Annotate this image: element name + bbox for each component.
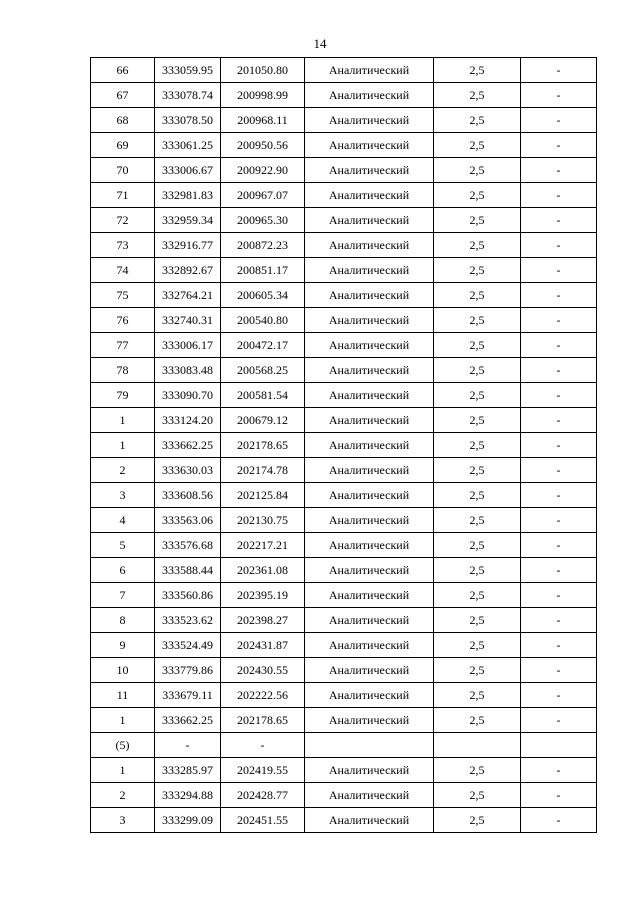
x-coordinate-cell: 333078.50	[155, 108, 221, 133]
point-number-cell: 74	[91, 258, 155, 283]
y-coordinate-cell: 202451.55	[221, 808, 305, 833]
y-coordinate-cell: 200968.11	[221, 108, 305, 133]
point-number-cell: 1	[91, 433, 155, 458]
table-row	[91, 258, 597, 283]
coordinates-table	[90, 57, 597, 833]
point-number-cell: 78	[91, 358, 155, 383]
table-row	[91, 558, 597, 583]
point-number-cell: 4	[91, 508, 155, 533]
x-coordinate-cell: 333124.20	[155, 408, 221, 433]
table-row	[91, 208, 597, 233]
method-cell: Аналитический	[305, 783, 434, 808]
point-number-cell: 2	[91, 458, 155, 483]
x-coordinate-cell: 332892.67	[155, 258, 221, 283]
y-coordinate-cell: 202178.65	[221, 708, 305, 733]
point-number-cell: 2	[91, 783, 155, 808]
point-number-cell: 5	[91, 533, 155, 558]
table-row	[91, 808, 597, 833]
method-cell: Аналитический	[305, 308, 434, 333]
accuracy-cell: 2,5	[434, 508, 521, 533]
point-number-cell: 75	[91, 283, 155, 308]
accuracy-cell: 2,5	[434, 83, 521, 108]
note-cell: -	[521, 433, 597, 458]
method-cell: Аналитический	[305, 458, 434, 483]
x-coordinate-cell: 333630.03	[155, 458, 221, 483]
y-coordinate-cell: 202217.21	[221, 533, 305, 558]
table-row	[91, 783, 597, 808]
accuracy-cell: 2,5	[434, 383, 521, 408]
point-number-cell: 66	[91, 58, 155, 83]
note-cell: -	[521, 383, 597, 408]
note-cell: -	[521, 683, 597, 708]
method-cell: Аналитический	[305, 133, 434, 158]
accuracy-cell	[434, 733, 521, 758]
accuracy-cell: 2,5	[434, 783, 521, 808]
accuracy-cell: 2,5	[434, 58, 521, 83]
method-cell: Аналитический	[305, 583, 434, 608]
y-coordinate-cell: 200872.23	[221, 233, 305, 258]
note-cell: -	[521, 58, 597, 83]
table-row	[91, 608, 597, 633]
table-row	[91, 733, 597, 758]
x-coordinate-cell: 333563.06	[155, 508, 221, 533]
accuracy-cell: 2,5	[434, 808, 521, 833]
note-cell: -	[521, 458, 597, 483]
y-coordinate-cell: 200540.80	[221, 308, 305, 333]
accuracy-cell: 2,5	[434, 108, 521, 133]
x-coordinate-cell: 333090.70	[155, 383, 221, 408]
accuracy-cell: 2,5	[434, 308, 521, 333]
accuracy-cell: 2,5	[434, 483, 521, 508]
note-cell: -	[521, 408, 597, 433]
point-number-cell: 68	[91, 108, 155, 133]
note-cell: -	[521, 558, 597, 583]
note-cell: -	[521, 758, 597, 783]
y-coordinate-cell: 200967.07	[221, 183, 305, 208]
y-coordinate-cell: 202361.08	[221, 558, 305, 583]
method-cell: Аналитический	[305, 558, 434, 583]
accuracy-cell: 2,5	[434, 433, 521, 458]
y-coordinate-cell: 202125.84	[221, 483, 305, 508]
y-coordinate-cell: 200472.17	[221, 333, 305, 358]
y-coordinate-cell: 200965.30	[221, 208, 305, 233]
y-coordinate-cell: 200568.25	[221, 358, 305, 383]
x-coordinate-cell: 333083.48	[155, 358, 221, 383]
accuracy-cell: 2,5	[434, 233, 521, 258]
accuracy-cell: 2,5	[434, 533, 521, 558]
coordinates-table-body	[91, 58, 597, 833]
method-cell: Аналитический	[305, 233, 434, 258]
y-coordinate-cell: 202428.77	[221, 783, 305, 808]
method-cell: Аналитический	[305, 358, 434, 383]
point-number-cell: 70	[91, 158, 155, 183]
table-row	[91, 333, 597, 358]
accuracy-cell: 2,5	[434, 183, 521, 208]
method-cell: Аналитический	[305, 258, 434, 283]
y-coordinate-cell: -	[221, 733, 305, 758]
method-cell: Аналитический	[305, 533, 434, 558]
table-row	[91, 508, 597, 533]
table-row	[91, 183, 597, 208]
method-cell: Аналитический	[305, 658, 434, 683]
table-row	[91, 58, 597, 83]
table-row	[91, 533, 597, 558]
note-cell	[521, 733, 597, 758]
x-coordinate-cell: 332916.77	[155, 233, 221, 258]
method-cell: Аналитический	[305, 633, 434, 658]
x-coordinate-cell: 333560.86	[155, 583, 221, 608]
table-row	[91, 283, 597, 308]
y-coordinate-cell: 202431.87	[221, 633, 305, 658]
note-cell: -	[521, 183, 597, 208]
point-number-cell: 3	[91, 483, 155, 508]
note-cell: -	[521, 808, 597, 833]
note-cell: -	[521, 333, 597, 358]
method-cell: Аналитический	[305, 408, 434, 433]
table-row	[91, 758, 597, 783]
accuracy-cell: 2,5	[434, 708, 521, 733]
point-number-cell: 3	[91, 808, 155, 833]
note-cell: -	[521, 583, 597, 608]
method-cell: Аналитический	[305, 108, 434, 133]
table-row	[91, 383, 597, 408]
table-row	[91, 433, 597, 458]
method-cell: Аналитический	[305, 158, 434, 183]
note-cell: -	[521, 508, 597, 533]
y-coordinate-cell: 200998.99	[221, 83, 305, 108]
accuracy-cell: 2,5	[434, 583, 521, 608]
point-number-cell: 1	[91, 708, 155, 733]
note-cell: -	[521, 533, 597, 558]
x-coordinate-cell: 333285.97	[155, 758, 221, 783]
table-row	[91, 308, 597, 333]
note-cell: -	[521, 133, 597, 158]
x-coordinate-cell: 333576.68	[155, 533, 221, 558]
y-coordinate-cell: 200922.90	[221, 158, 305, 183]
x-coordinate-cell: 332959.34	[155, 208, 221, 233]
x-coordinate-cell: 333679.11	[155, 683, 221, 708]
x-coordinate-cell: 333294.88	[155, 783, 221, 808]
method-cell: Аналитический	[305, 183, 434, 208]
x-coordinate-cell: 333662.25	[155, 708, 221, 733]
accuracy-cell: 2,5	[434, 358, 521, 383]
method-cell: Аналитический	[305, 83, 434, 108]
point-number-cell: 8	[91, 608, 155, 633]
table-row	[91, 658, 597, 683]
y-coordinate-cell: 202130.75	[221, 508, 305, 533]
page-number: 14	[313, 36, 327, 51]
x-coordinate-cell: 333078.74	[155, 83, 221, 108]
point-number-cell: 9	[91, 633, 155, 658]
point-number-cell: 6	[91, 558, 155, 583]
method-cell: Аналитический	[305, 208, 434, 233]
point-number-cell: (5)	[91, 733, 155, 758]
point-number-cell: 11	[91, 683, 155, 708]
accuracy-cell: 2,5	[434, 458, 521, 483]
table-row	[91, 158, 597, 183]
note-cell: -	[521, 83, 597, 108]
y-coordinate-cell: 200605.34	[221, 283, 305, 308]
x-coordinate-cell: 332764.21	[155, 283, 221, 308]
y-coordinate-cell: 200950.56	[221, 133, 305, 158]
x-coordinate-cell: 332740.31	[155, 308, 221, 333]
note-cell: -	[521, 658, 597, 683]
note-cell: -	[521, 783, 597, 808]
point-number-cell: 67	[91, 83, 155, 108]
table-row	[91, 83, 597, 108]
note-cell: -	[521, 633, 597, 658]
note-cell: -	[521, 208, 597, 233]
x-coordinate-cell: 333061.25	[155, 133, 221, 158]
y-coordinate-cell: 202174.78	[221, 458, 305, 483]
y-coordinate-cell: 202419.55	[221, 758, 305, 783]
x-coordinate-cell: 333299.09	[155, 808, 221, 833]
point-number-cell: 69	[91, 133, 155, 158]
y-coordinate-cell: 200851.17	[221, 258, 305, 283]
x-coordinate-cell: 333608.56	[155, 483, 221, 508]
y-coordinate-cell: 200581.54	[221, 383, 305, 408]
point-number-cell: 1	[91, 408, 155, 433]
accuracy-cell: 2,5	[434, 133, 521, 158]
table-row	[91, 233, 597, 258]
accuracy-cell: 2,5	[434, 158, 521, 183]
table-row	[91, 708, 597, 733]
y-coordinate-cell: 202395.19	[221, 583, 305, 608]
method-cell: Аналитический	[305, 383, 434, 408]
x-coordinate-cell: 333006.17	[155, 333, 221, 358]
x-coordinate-cell: 333524.49	[155, 633, 221, 658]
accuracy-cell: 2,5	[434, 558, 521, 583]
method-cell: Аналитический	[305, 483, 434, 508]
x-coordinate-cell: 333779.86	[155, 658, 221, 683]
table-row	[91, 583, 597, 608]
point-number-cell: 79	[91, 383, 155, 408]
accuracy-cell: 2,5	[434, 683, 521, 708]
method-cell: Аналитический	[305, 758, 434, 783]
table-row	[91, 358, 597, 383]
method-cell: Аналитический	[305, 283, 434, 308]
note-cell: -	[521, 308, 597, 333]
y-coordinate-cell: 200679.12	[221, 408, 305, 433]
x-coordinate-cell: 333059.95	[155, 58, 221, 83]
y-coordinate-cell: 201050.80	[221, 58, 305, 83]
point-number-cell: 7	[91, 583, 155, 608]
note-cell: -	[521, 108, 597, 133]
x-coordinate-cell: 333662.25	[155, 433, 221, 458]
table-row	[91, 483, 597, 508]
x-coordinate-cell: -	[155, 733, 221, 758]
method-cell: Аналитический	[305, 333, 434, 358]
note-cell: -	[521, 358, 597, 383]
point-number-cell: 10	[91, 658, 155, 683]
x-coordinate-cell: 333523.62	[155, 608, 221, 633]
y-coordinate-cell: 202398.27	[221, 608, 305, 633]
table-row	[91, 108, 597, 133]
y-coordinate-cell: 202222.56	[221, 683, 305, 708]
method-cell: Аналитический	[305, 808, 434, 833]
method-cell	[305, 733, 434, 758]
point-number-cell: 1	[91, 758, 155, 783]
accuracy-cell: 2,5	[434, 608, 521, 633]
point-number-cell: 72	[91, 208, 155, 233]
note-cell: -	[521, 483, 597, 508]
accuracy-cell: 2,5	[434, 258, 521, 283]
point-number-cell: 73	[91, 233, 155, 258]
point-number-cell: 71	[91, 183, 155, 208]
note-cell: -	[521, 233, 597, 258]
table-row	[91, 458, 597, 483]
table-row	[91, 133, 597, 158]
method-cell: Аналитический	[305, 508, 434, 533]
table-row	[91, 408, 597, 433]
x-coordinate-cell: 332981.83	[155, 183, 221, 208]
accuracy-cell: 2,5	[434, 208, 521, 233]
method-cell: Аналитический	[305, 683, 434, 708]
method-cell: Аналитический	[305, 58, 434, 83]
accuracy-cell: 2,5	[434, 633, 521, 658]
x-coordinate-cell: 333588.44	[155, 558, 221, 583]
point-number-cell: 76	[91, 308, 155, 333]
method-cell: Аналитический	[305, 608, 434, 633]
table-row	[91, 683, 597, 708]
method-cell: Аналитический	[305, 433, 434, 458]
note-cell: -	[521, 283, 597, 308]
table-row	[91, 633, 597, 658]
note-cell: -	[521, 258, 597, 283]
accuracy-cell: 2,5	[434, 408, 521, 433]
x-coordinate-cell: 333006.67	[155, 158, 221, 183]
accuracy-cell: 2,5	[434, 283, 521, 308]
point-number-cell: 77	[91, 333, 155, 358]
method-cell: Аналитический	[305, 708, 434, 733]
y-coordinate-cell: 202178.65	[221, 433, 305, 458]
note-cell: -	[521, 158, 597, 183]
note-cell: -	[521, 708, 597, 733]
accuracy-cell: 2,5	[434, 758, 521, 783]
accuracy-cell: 2,5	[434, 658, 521, 683]
y-coordinate-cell: 202430.55	[221, 658, 305, 683]
accuracy-cell: 2,5	[434, 333, 521, 358]
note-cell: -	[521, 608, 597, 633]
